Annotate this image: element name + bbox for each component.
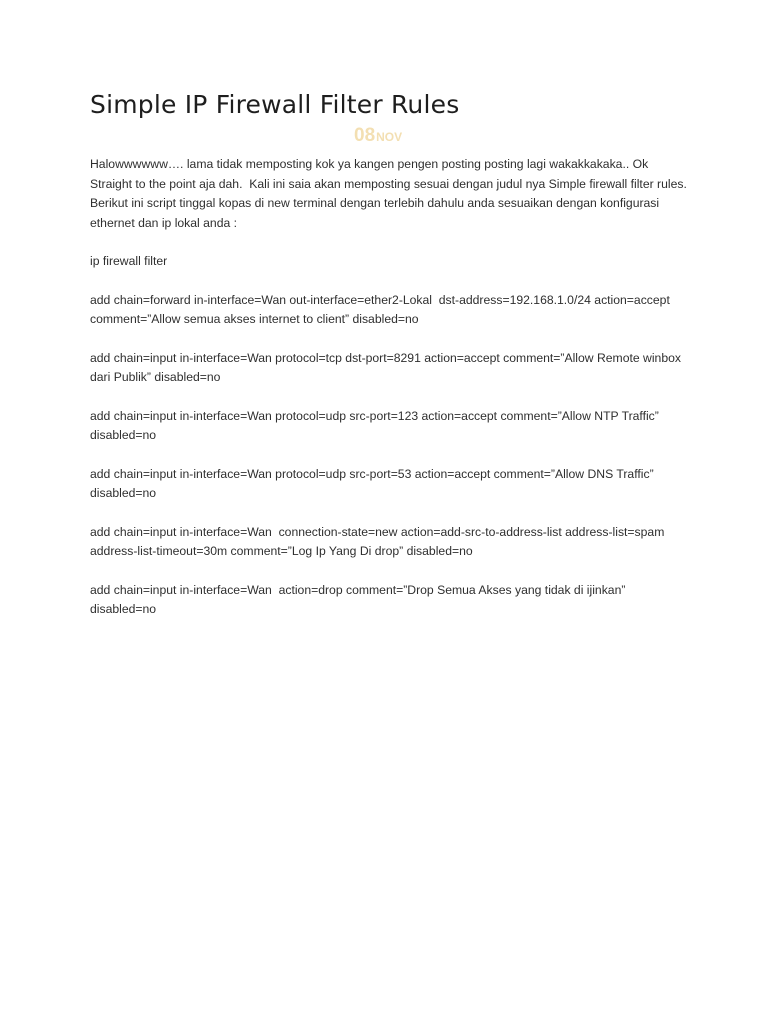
rule-forward-accept: add chain=forward in-interface=Wan out-interface=ether2-Lokal dst-address=192.168.1.0/24 action=accept comment=”Allow semua akses internet to client” disabled=no bbox=[90, 292, 674, 326]
post-date-day: 08 bbox=[354, 125, 376, 146]
rule-winbox-accept: add chain=input in-interface=Wan protocol=tcp dst-port=8291 action=accept comment=”Allow Remote winbox dari Publik” disabled=no bbox=[90, 350, 685, 384]
command-heading: ip firewall filter bbox=[90, 254, 168, 268]
rule-log-address-list: add chain=input in-interface=Wan connection-state=new action=add-src-to-address-list address-list=spam address-list-timeout=30m comment=”Log Ip Yang Di drop” disabled=no bbox=[90, 524, 668, 558]
intro-paragraph: Halowwwwww…. lama tidak memposting kok ya kangen pengen posting posting lagi wakakkakaka.. Ok Straight to the point aja dah. Kali ini saia akan memposting sesuai dengan judul nya Simple firewall filter rules. Berikut ini script tinggal kopas di new terminal dengan terlebih dahulu anda sesuaikan dengan konfigurasi ethernet dan ip lokal anda : bbox=[90, 157, 691, 230]
post-content bbox=[90, 155, 690, 639]
post-date bbox=[354, 126, 402, 145]
rule-ntp-accept: add chain=input in-interface=Wan protocol=udp src-port=123 action=accept comment=”Allow NTP Traffic” disabled=no bbox=[90, 408, 663, 442]
rule-drop-all: add chain=input in-interface=Wan action=drop comment=”Drop Semua Akses yang tidak di ijinkan” disabled=no bbox=[90, 582, 629, 616]
post-date-month: NOV bbox=[376, 130, 403, 144]
rule-dns-accept: add chain=input in-interface=Wan protocol=udp src-port=53 action=accept comment=”Allow DNS Traffic” disabled=no bbox=[90, 466, 658, 500]
page-title: Simple IP Firewall Filter Rules bbox=[90, 90, 460, 119]
